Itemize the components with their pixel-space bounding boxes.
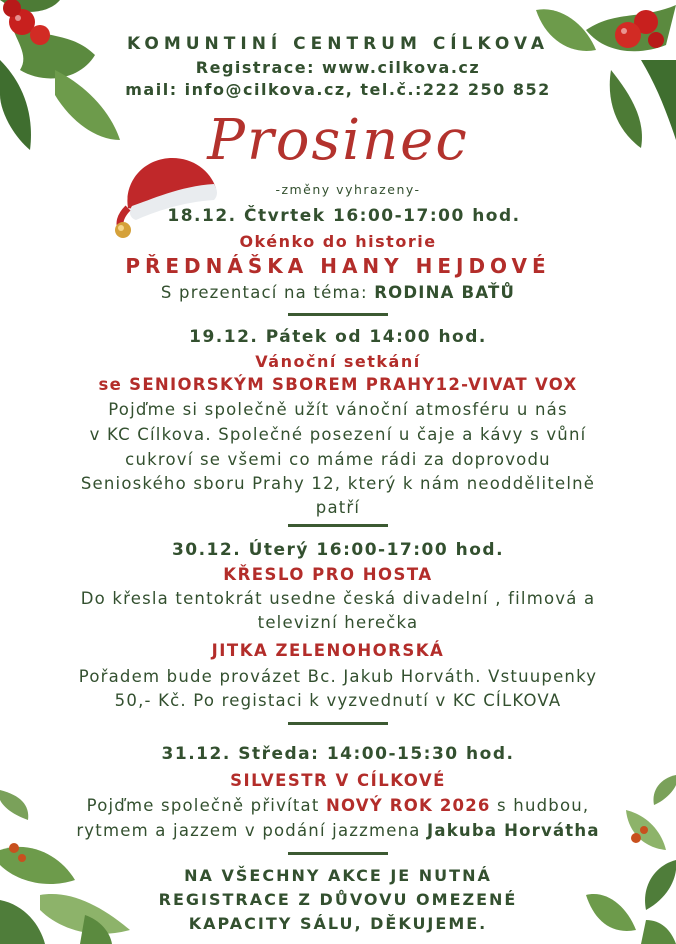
event-2-desc-line: v KC Cílkova. Společné posezení u čaje a kávy s vůní — [89, 425, 587, 444]
disclaimer: -změny vyhrazeny- — [275, 182, 421, 197]
event-1-headline: PŘEDNÁŠKA HANY HEJDOVÉ — [125, 254, 551, 278]
registration-link: Registrace: www.cilkova.cz — [195, 58, 481, 77]
event-3-desc-line: televizní herečka — [257, 613, 419, 632]
separator — [288, 852, 388, 855]
event-4-line-1-highlight: NOVÝ ROK 2026 — [325, 796, 491, 815]
event-4-line-1-prefix: Pojďme společně přivítat — [86, 796, 320, 815]
event-2-desc-line: Pojďme si společně užít vánoční atmosféru u nás — [108, 400, 568, 419]
event-2-subtitle: Vánoční setkání — [255, 352, 421, 371]
event-2-desc-line: Senioského sboru Prahy 12, který k nám neoddělitelně — [80, 474, 596, 493]
separator — [288, 524, 388, 527]
event-4-headline: SILVESTR V CÍLKOVÉ — [230, 771, 446, 790]
event-3-desc2-line: 50,- Kč. Po registaci k vyzvednutí v KC CÍLKOVA — [114, 691, 562, 710]
footer-notice-line: REGISTRACE Z DŮVOVU OMEZENÉ — [158, 890, 518, 909]
event-4-line-2-highlight: Jakuba Horvátha — [427, 821, 600, 840]
event-3-guest: JITKA ZELENOHORSKÁ — [211, 641, 445, 660]
event-2-desc-line: patří — [315, 498, 361, 517]
event-2-date: 19.12. Pátek od 14:00 hod. — [189, 327, 487, 347]
org-name: KOMUNTINÍ CENTRUM CÍLKOVA — [126, 34, 550, 54]
event-3-desc2-line: Pořadem bude provázet Bc. Jakub Horváth. Vstuupenky — [78, 667, 598, 686]
event-3-headline: KŘESLO PRO HOSTA — [223, 565, 433, 584]
event-3-desc-line: Do křesla tentokrát usedne česká divadelní , filmová a — [80, 589, 596, 608]
event-1-topic-prefix: S prezentací na téma: — [160, 283, 368, 302]
event-3-date: 30.12. Úterý 16:00-17:00 hod. — [171, 540, 505, 560]
event-1-subtitle: Okénko do historie — [239, 232, 437, 251]
footer-notice-line: KAPACITY SÁLU, DĚKUJEME. — [188, 914, 488, 933]
event-4-line-2 — [0, 821, 676, 840]
footer-notice-line: NA VŠECHNY AKCE JE NUTNÁ — [184, 866, 492, 885]
contact-info: mail: info@cilkova.cz, tel.č.:222 250 852 — [125, 80, 551, 99]
separator — [288, 313, 388, 316]
event-4-line-1-suffix: s hudbou, — [497, 796, 590, 815]
event-1-date: 18.12. Čtvrtek 16:00-17:00 hod. — [167, 206, 521, 226]
event-1-topic-line — [0, 283, 676, 302]
event-4-date: 31.12. Středa: 14:00-15:30 hod. — [161, 744, 515, 764]
event-4-line-1 — [0, 796, 676, 815]
page-title: Prosinec — [207, 108, 469, 173]
event-4-line-2-prefix: rytmem a jazzem v podání jazzmena — [76, 821, 421, 840]
event-2-headline: se SENIORSKÝM SBOREM PRAHY12-VIVAT VOX — [98, 375, 578, 394]
separator — [288, 722, 388, 725]
event-1-topic: RODINA BAŤŮ — [374, 283, 516, 302]
event-2-desc-line: cukroví se všemi co máme rádi za doprovodu — [125, 450, 551, 469]
